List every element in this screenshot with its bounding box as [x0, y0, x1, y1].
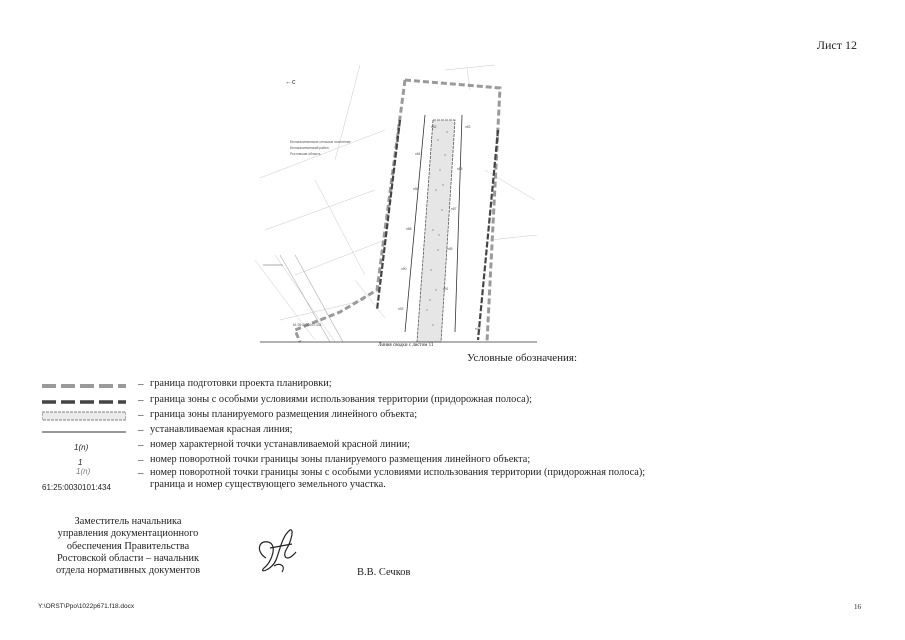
svg-text:н83: н83 — [465, 125, 471, 129]
red-line-point-symbol: 1(n) — [74, 443, 89, 452]
handwritten-signature — [252, 522, 302, 582]
legend-title: Условные обозначения: — [467, 352, 578, 364]
planning-boundary-symbol — [42, 384, 126, 388]
legend-item-roadside-zone-point: 1(n) – номер поворотной точки границы зоны с особыми условиями использования территории (придорожная полоса); — [76, 467, 646, 479]
signatory-title: Заместитель начальника управления документационного обеспечения Правительства Ростовской области – начальник отдела нормативных документов — [55, 516, 201, 577]
legend-item-planning-boundary: – граница подготовки проекта планировки; — [40, 378, 720, 392]
red-line-symbol — [42, 431, 126, 433]
svg-text:н87: н87 — [451, 207, 457, 211]
map-caption: Линия сводки с листом 11 — [378, 343, 434, 348]
map-label-district: Белокалитвинский район — [290, 146, 329, 150]
svg-text:н91: н91 — [443, 287, 449, 291]
svg-text:н82: н82 — [431, 125, 437, 129]
footer-file-path: Y:\ORST\Ppo\1022p671.f18.docx — [38, 603, 135, 610]
map-label-settlement: Белокалитвинское сельское поселение — [290, 140, 351, 144]
signatory-name: В.В. Сечков — [357, 567, 411, 578]
page-number: 16 — [854, 603, 861, 611]
linear-object-zone-symbol — [42, 411, 126, 421]
svg-text:н89: н89 — [447, 247, 453, 251]
land-parcel-symbol: 61:25:0030101:434 — [42, 483, 111, 492]
svg-text:н93: н93 — [475, 327, 481, 331]
svg-text:н88: н88 — [406, 227, 412, 231]
svg-text:н86: н86 — [413, 187, 419, 191]
map-label-parcel: 61:25:0030101:434 — [293, 323, 322, 327]
legend-item-linear-zone-point: 1 – номер поворотной точки границы зоны планируемого размещения линейного объекта; — [78, 454, 531, 467]
legend-item-land-parcel: 61:25:0030101:434 граница и номер существующего земельного участка. — [42, 479, 386, 492]
svg-text:←с: ←с — [285, 79, 296, 86]
legend-item-red-line: – устанавливаемая красная линия; — [40, 424, 720, 438]
legend-item-linear-object-zone: – граница зоны планируемого размещения линейного объекта; — [40, 409, 720, 423]
sheet-label: Лист 12 — [816, 38, 857, 52]
map-label-region: Ростовская область — [290, 152, 321, 156]
roadside-zone-point-symbol: 1(n) — [76, 467, 91, 476]
roadside-zone-symbol — [42, 400, 126, 404]
planning-map — [255, 60, 537, 360]
legend-item-roadside-zone: – граница зоны с особыми условиями использования территории (придорожная полоса); — [40, 394, 720, 408]
legend-item-red-line-point: 1(n) – номер характерной точки устанавливаемой красной линии; — [74, 439, 410, 452]
svg-text:н85: н85 — [457, 167, 463, 171]
svg-text:н90: н90 — [401, 267, 407, 271]
svg-text:н92: н92 — [398, 307, 404, 311]
linear-zone-point-symbol: 1 — [78, 458, 83, 467]
svg-text:н84: н84 — [415, 152, 421, 156]
